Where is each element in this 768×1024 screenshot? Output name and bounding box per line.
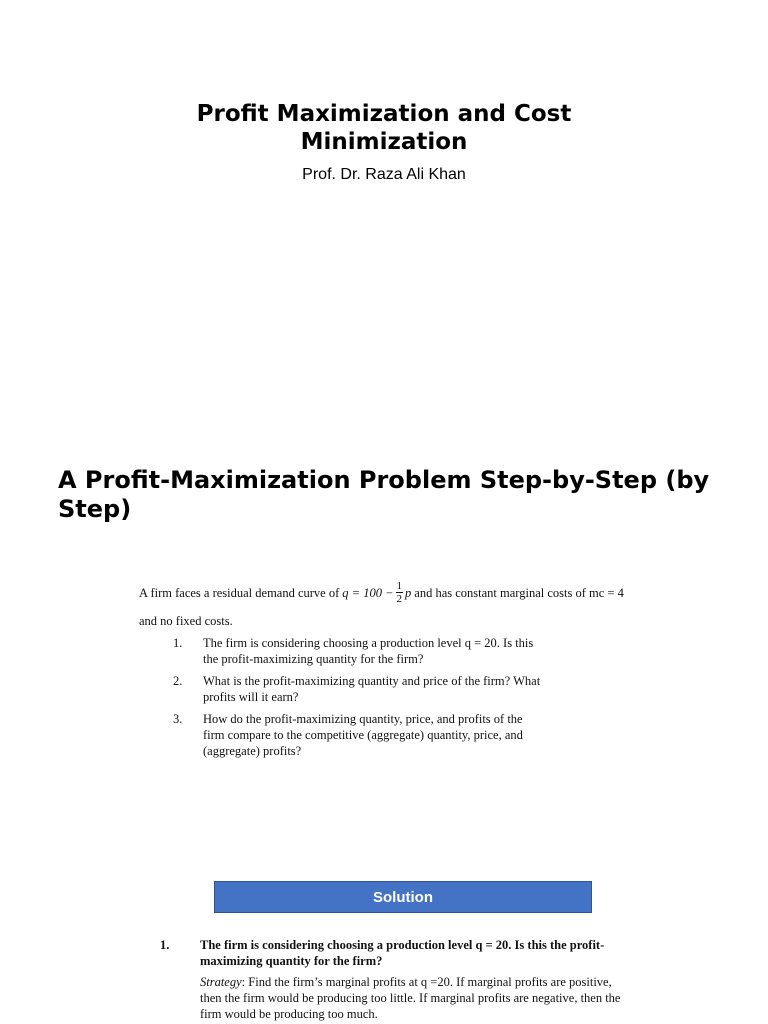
question-item — [139, 635, 599, 667]
intro-suffix: and has constant marginal costs of mc = 4 — [414, 585, 624, 600]
solution-label: Solution — [373, 888, 433, 906]
fraction-numerator: 1 — [396, 580, 403, 592]
strategy-text: : Find the firm’s marginal profits at q =20. If marginal profits are positive, then the firm would be producing too little. If marginal profits are negative, then the firm would be producing too much. — [200, 975, 621, 1021]
fraction-denominator: 2 — [396, 593, 403, 605]
question-list — [139, 635, 599, 759]
equation-lhs: q = 100 − — [342, 585, 394, 600]
equation-variable: p — [405, 585, 412, 600]
intro-prefix: A firm faces a residual demand curve of — [139, 585, 340, 600]
question-number: 1. — [173, 636, 183, 650]
problem-statement — [139, 580, 624, 765]
answer-number: 1. — [160, 938, 170, 952]
problem-intro-line2: and no fixed costs. — [139, 614, 233, 628]
slide-subtitle: Prof. Dr. Raza Ali Khan — [302, 166, 466, 183]
slide-title: Profit Maximization and Cost Minimization — [196, 101, 572, 155]
question-item — [139, 711, 599, 759]
strategy-paragraph — [200, 974, 630, 1022]
question-text: How do the profit-maximizing quantity, price, and profits of the firm compare to the competitive (aggregate) quantity, price, and (aggregate) profits? — [203, 712, 523, 758]
solution-banner — [214, 881, 592, 913]
equation-fraction — [396, 580, 404, 605]
answer-question: The firm is considering choosing a production level q = 20. Is this the profit-maximizing quantity for the firm? — [200, 938, 605, 968]
question-text: The firm is considering choosing a production level q = 20. Is this the profit-maximizing quantity for the firm? — [203, 636, 534, 666]
question-number: 2. — [173, 674, 183, 688]
question-number: 3. — [173, 712, 183, 726]
section-heading: A Profit-Maximization Problem Step-by-Step (by Step) — [58, 466, 710, 523]
problem-intro — [139, 580, 624, 605]
answer-question-row — [160, 937, 630, 969]
question-text: What is the profit-maximizing quantity and price of the firm? What profits will it earn? — [203, 674, 541, 704]
strategy-label: Strategy — [200, 975, 242, 989]
answer-block — [160, 937, 630, 1022]
question-item — [139, 673, 599, 705]
